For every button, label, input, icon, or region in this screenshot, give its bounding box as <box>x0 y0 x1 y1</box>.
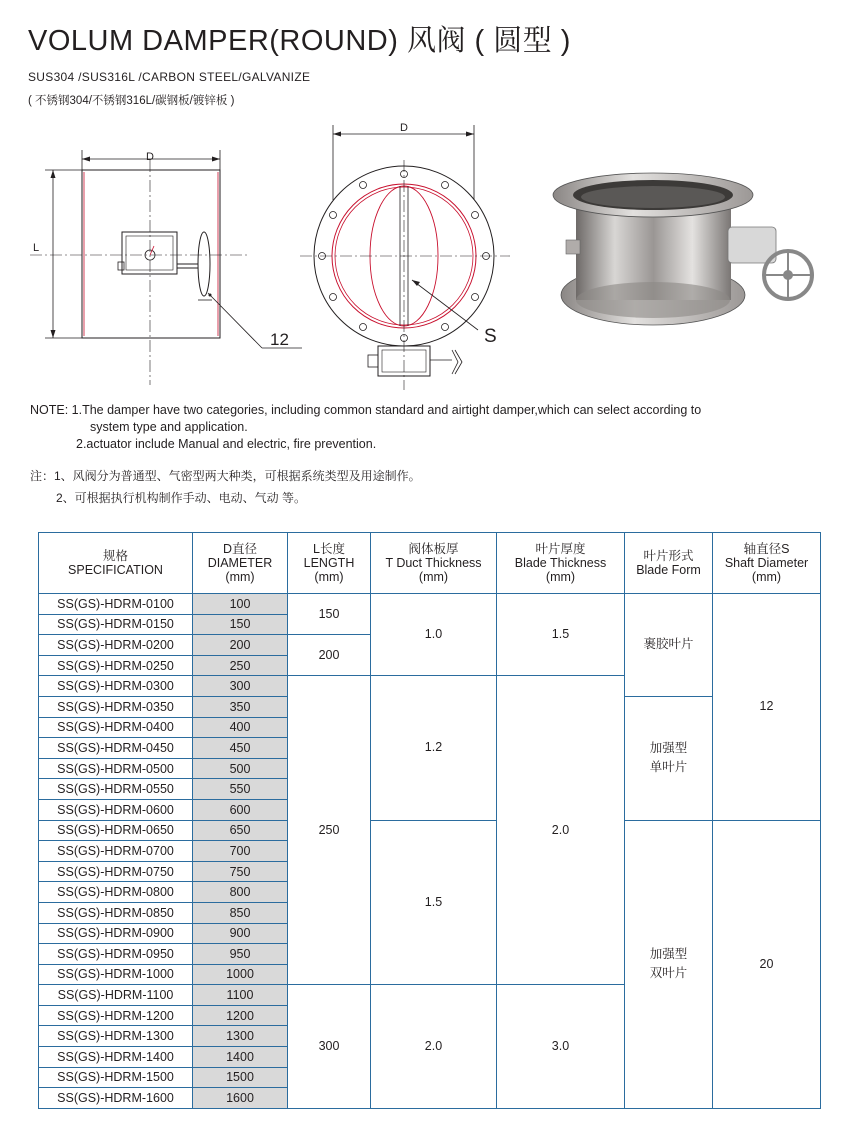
cell-diameter: 900 <box>193 923 288 944</box>
header-line: SPECIFICATION <box>68 563 163 577</box>
note-cn-1: 注：1、风阀分为普通型、气密型两大种类，可根据系统类型及用途制作。 <box>30 469 421 483</box>
header-line: (mm) <box>751 570 782 584</box>
cell-diameter: 1300 <box>193 1026 288 1047</box>
header-blade-thickness <box>497 533 625 594</box>
cell-diameter: 1600 <box>193 1088 288 1109</box>
header-blade-form <box>625 533 713 594</box>
header-line: 轴直径S <box>743 542 790 556</box>
cell-diameter: 700 <box>193 841 288 862</box>
header-line: (mm) <box>225 570 255 584</box>
cell-specification: SS(GS)-HDRM-0450 <box>39 738 193 759</box>
cell-specification: SS(GS)-HDRM-0700 <box>39 841 193 862</box>
header-length <box>288 533 371 594</box>
cell-diameter: 350 <box>193 696 288 717</box>
header-line: L长度 <box>313 542 345 556</box>
cell-diameter: 500 <box>193 758 288 779</box>
cell-diameter: 850 <box>193 902 288 923</box>
cell-blade-form: 裹胶叶片 <box>625 594 713 697</box>
header-line: (mm) <box>545 570 576 584</box>
table-row <box>39 820 821 841</box>
cell-diameter: 1500 <box>193 1067 288 1088</box>
cell-specification: SS(GS)-HDRM-0950 <box>39 944 193 965</box>
header-diameter <box>193 533 288 594</box>
front-dimension-d: D <box>400 122 408 134</box>
cell-specification: SS(GS)-HDRM-0200 <box>39 635 193 656</box>
cell-diameter: 1200 <box>193 1005 288 1026</box>
cell-diameter: 450 <box>193 738 288 759</box>
cell-specification: SS(GS)-HDRM-0600 <box>39 799 193 820</box>
note-cn-2: 2、可根据执行机构制作手动、电动、气动 等。 <box>56 491 307 505</box>
cell-diameter: 550 <box>193 779 288 800</box>
cell-specification: SS(GS)-HDRM-1400 <box>39 1047 193 1068</box>
header-duct-thickness <box>371 533 497 594</box>
cell-duct-thickness: 2.0 <box>371 985 497 1109</box>
cell-diameter: 200 <box>193 635 288 656</box>
page-title: VOLUM DAMPER(ROUND) 风阀 ( 圆型 ) <box>28 25 571 57</box>
cell-length: 300 <box>288 985 371 1109</box>
cell-specification: SS(GS)-HDRM-1600 <box>39 1088 193 1109</box>
header-specification <box>39 533 193 594</box>
header-shaft-diameter <box>713 533 821 594</box>
cell-specification: SS(GS)-HDRM-0800 <box>39 882 193 903</box>
cell-diameter: 1400 <box>193 1047 288 1068</box>
cell-duct-thickness: 1.5 <box>371 820 497 985</box>
cell-diameter: 950 <box>193 944 288 965</box>
cell-diameter: 1100 <box>193 985 288 1006</box>
cell-diameter: 600 <box>193 799 288 820</box>
notes-english <box>30 402 701 453</box>
header-line: 规格 <box>102 549 128 563</box>
cell-specification: SS(GS)-HDRM-0900 <box>39 923 193 944</box>
cell-diameter: 250 <box>193 655 288 676</box>
header-line: LENGTH <box>303 556 355 570</box>
cell-blade-thickness: 2.0 <box>497 676 625 985</box>
cell-duct-thickness: 1.0 <box>371 594 497 676</box>
cell-specification: SS(GS)-HDRM-0850 <box>39 902 193 923</box>
side-view-drawing <box>30 150 302 385</box>
cell-diameter: 1000 <box>193 964 288 985</box>
cell-length: 150 <box>288 594 371 635</box>
header-line: (mm) <box>314 570 344 584</box>
cell-blade-form: 加强型 双叶片 <box>625 820 713 1108</box>
cell-specification: SS(GS)-HDRM-1200 <box>39 1005 193 1026</box>
cell-specification: SS(GS)-HDRM-0350 <box>39 696 193 717</box>
cell-diameter: 800 <box>193 882 288 903</box>
cell-specification: SS(GS)-HDRM-0300 <box>39 676 193 697</box>
cell-blade-form: 加强型 单叶片 <box>625 696 713 820</box>
table-header-row <box>39 533 821 594</box>
header-line: (mm) <box>418 570 449 584</box>
header-line: 叶片形式 <box>643 549 694 563</box>
note-line-1b: system type and application. <box>90 420 248 434</box>
materials-chinese: ( 不锈钢304/不锈钢316L/碳钢板/镀锌板 ) <box>28 95 235 107</box>
front-callout-s: S <box>484 326 497 347</box>
cell-specification: SS(GS)-HDRM-0250 <box>39 655 193 676</box>
header-line: Blade Form <box>636 563 701 577</box>
cell-diameter: 150 <box>193 614 288 635</box>
cell-specification: SS(GS)-HDRM-1000 <box>39 964 193 985</box>
cell-specification: SS(GS)-HDRM-1300 <box>39 1026 193 1047</box>
cell-specification: SS(GS)-HDRM-0650 <box>39 820 193 841</box>
cell-specification: SS(GS)-HDRM-1500 <box>39 1067 193 1088</box>
cell-diameter: 650 <box>193 820 288 841</box>
cell-duct-thickness: 1.2 <box>371 676 497 820</box>
cell-diameter: 100 <box>193 594 288 615</box>
cell-specification: SS(GS)-HDRM-0150 <box>39 614 193 635</box>
cell-diameter: 300 <box>193 676 288 697</box>
note-line-2: 2.actuator include Manual and electric, fire prevention. <box>76 437 377 451</box>
side-callout-12: 12 <box>270 330 289 349</box>
cell-specification: SS(GS)-HDRM-0750 <box>39 861 193 882</box>
side-dimension-l: L <box>33 242 40 254</box>
side-dimension-d: D <box>146 151 154 163</box>
cell-diameter: 400 <box>193 717 288 738</box>
front-view-drawing <box>300 125 510 390</box>
header-line: T Duct Thickness <box>385 556 482 570</box>
cell-shaft-diameter: 12 <box>713 594 821 821</box>
table-body <box>39 594 821 1109</box>
header-line: Blade Thickness <box>514 556 607 570</box>
header-line: 阀体板厚 <box>408 542 459 556</box>
cell-specification: SS(GS)-HDRM-0500 <box>39 758 193 779</box>
header-line: 叶片厚度 <box>535 542 586 556</box>
cell-specification: SS(GS)-HDRM-0400 <box>39 717 193 738</box>
note-line-1: NOTE: 1.The damper have two categories, including common standard and airtight damper,which can select according to <box>30 403 702 417</box>
cell-length: 250 <box>288 676 371 985</box>
specification-table <box>38 532 821 1109</box>
product-photo <box>548 165 826 340</box>
cell-specification: SS(GS)-HDRM-0100 <box>39 594 193 615</box>
cell-shaft-diameter: 20 <box>713 820 821 1108</box>
cell-specification: SS(GS)-HDRM-1100 <box>39 985 193 1006</box>
header-line: D直径 <box>222 542 258 556</box>
cell-specification: SS(GS)-HDRM-0550 <box>39 779 193 800</box>
cell-diameter: 750 <box>193 861 288 882</box>
cell-length: 200 <box>288 635 371 676</box>
header-line: Shaft Diameter <box>724 556 809 570</box>
notes-chinese <box>30 465 421 509</box>
table-row <box>39 594 821 615</box>
materials-english: SUS304 /SUS316L /CARBON STEEL/GALVANIZE <box>28 70 311 84</box>
cell-blade-thickness: 3.0 <box>497 985 625 1109</box>
cell-blade-thickness: 1.5 <box>497 594 625 676</box>
header-line: DIAMETER <box>207 556 273 570</box>
